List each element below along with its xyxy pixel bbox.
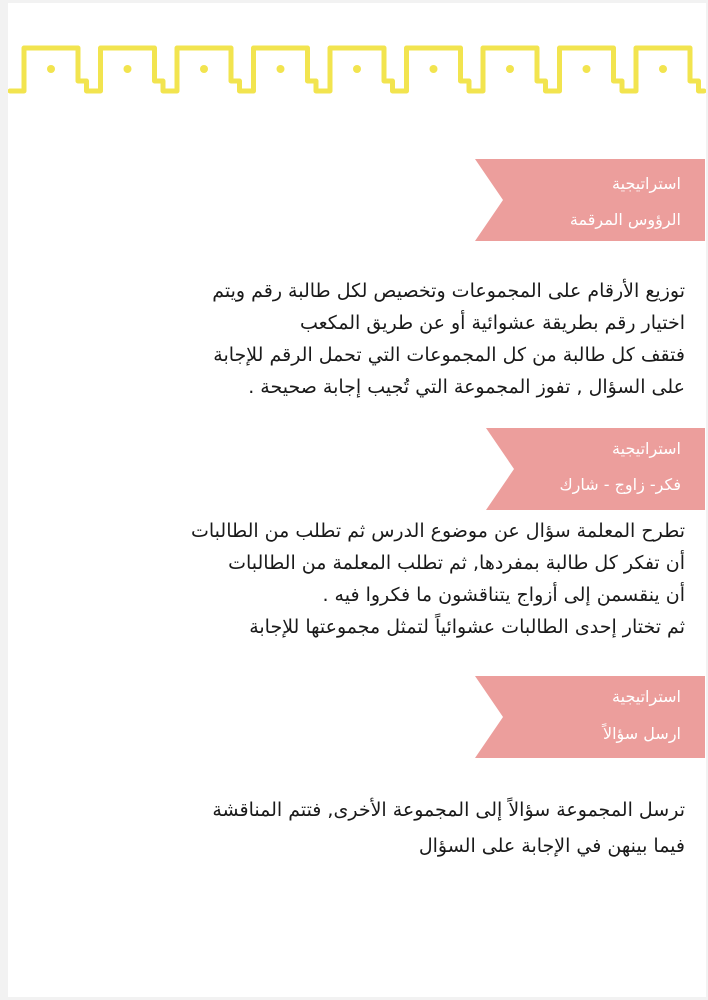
border-dot (506, 65, 514, 73)
strategy-ribbon-2 (486, 428, 705, 510)
text-line: ترسل المجموعة سؤالاً إلى المجموعة الأخرى, فتتم المناقشة (212, 799, 685, 821)
ribbon-title: ارسل سؤالاً (602, 724, 681, 743)
text-line: فيما بينهن في الإجابة على السؤال (418, 835, 685, 857)
strategy-description-3 (212, 792, 685, 864)
text-line: تطرح المعلمة سؤال عن موضوع الدرس ثم تطلب من الطالبات (191, 520, 685, 542)
border-dot (659, 65, 667, 73)
border-dot (200, 65, 208, 73)
text-line: ثم تختار إحدى الطالبات عشوائياً لتمثل مجموعتها للإجابة (249, 616, 685, 638)
ribbon-label: استراتيجية (612, 439, 681, 458)
border-dots (47, 65, 667, 73)
strategy-description-2 (191, 515, 685, 643)
text-line: فتقف كل طالبة من كل المجموعات التي تحمل الرقم للإجابة (213, 344, 685, 366)
border-dot (277, 65, 285, 73)
strategy-ribbon-1 (475, 159, 705, 241)
strategy-description-1 (212, 275, 685, 403)
decorative-greek-key-border (8, 3, 706, 113)
ribbon-label: استراتيجية (612, 687, 681, 706)
ribbon-label: استراتيجية (612, 174, 681, 193)
text-line: توزيع الأرقام على المجموعات وتخصيص لكل طالبة رقم ويتم (212, 280, 685, 302)
border-dot (47, 65, 55, 73)
ribbon-title: الرؤوس المرقمة (569, 210, 681, 229)
text-line: على السؤال , تفوز المجموعة التي تُجيب إجابة صحيحة . (248, 376, 685, 398)
strategy-ribbon-3 (475, 676, 705, 758)
border-dot (583, 65, 591, 73)
text-line: أن ينقسمن إلى أزواج يتناقشون ما فكروا فيه . (322, 584, 685, 606)
ribbon-title: فكر- زاوج - شارك (559, 475, 681, 494)
text-line: أن تفكر كل طالبة بمفردها, ثم تطلب المعلمة من الطالبات (228, 552, 685, 574)
border-dot (124, 65, 132, 73)
border-dot (353, 65, 361, 73)
document-page (8, 3, 706, 997)
text-line: اختيار رقم بطريقة عشوائية أو عن طريق المكعب (299, 312, 685, 334)
border-dot (430, 65, 438, 73)
